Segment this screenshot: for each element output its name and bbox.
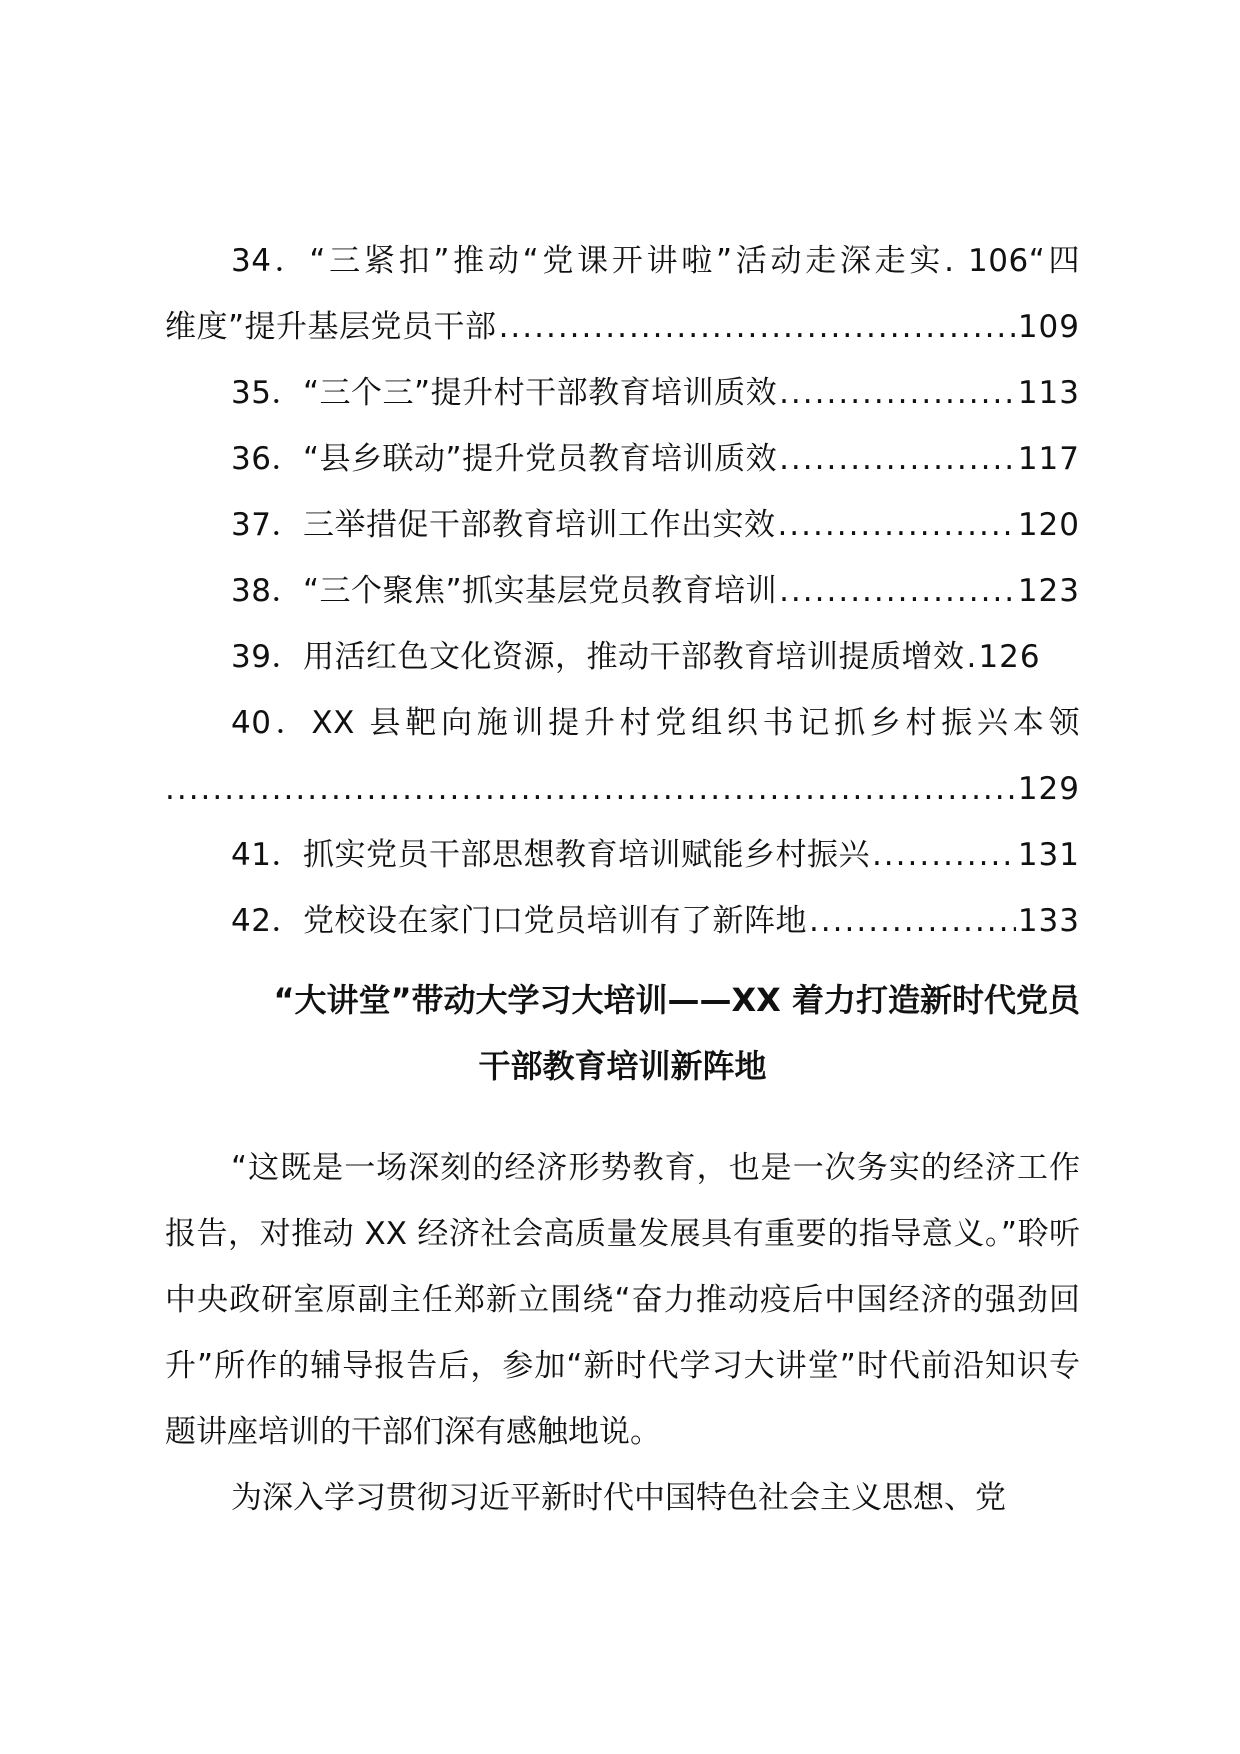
toc-page-number: 133 [1017,903,1080,939]
toc-entry-title: 维度”提升基层党员干部 [165,309,497,345]
toc-page-number: 109 [1017,309,1080,345]
toc-page-number: 117 [1017,441,1080,477]
toc-entry-title: 42．党校设在家门口党员培训有了新阵地 [231,903,807,939]
toc-entry-34[interactable] [165,228,1080,294]
toc-entry-title: 37．三举措促干部教育培训工作出实效 [231,507,776,543]
toc-entry-title: 41．抓实党员干部思想教育培训赋能乡村振兴 [231,837,870,873]
table-of-contents [165,228,1080,954]
toc-page-number: 123 [1017,573,1080,609]
toc-leader-dots [872,822,1016,888]
toc-leader-dots [966,624,976,690]
toc-entry-36[interactable] [165,426,1080,492]
article-paragraph: “这既是一场深刻的经济形势教育，也是一次务实的经济工作报告，对推动 XX 经济社会高质量发展具有重要的指导意义。”聆听中央政研室原副主任郑新立围绕“奋力推动疫后中国经济的强劲回升”所作的辅导报告后，参加“新时代学习大讲堂”时代前沿知识专题讲座培训的干部们深有感触地说。 [165,1150,1080,1450]
toc-entry-35[interactable] [165,360,1080,426]
toc-entry-38[interactable] [165,558,1080,624]
article-paragraph: 为深入学习贯彻习近平新时代中国特色社会主义思想、党 [231,1480,1006,1516]
toc-entry-34-continuation[interactable] [165,294,1080,360]
toc-leader-dots [779,426,1016,492]
toc-leader-dots [779,360,1016,426]
toc-leader-dots [165,756,1016,822]
toc-entry-title: 38．“三个聚焦”抓实基层党员教育培训 [231,573,778,609]
toc-entry-40-continuation[interactable] [165,756,1080,822]
toc-leader-dots [499,294,1016,360]
article-title-line-2: 干部教育培训新阵地 [478,1047,767,1085]
toc-entry-37[interactable] [165,492,1080,558]
article-title [165,967,1080,1099]
toc-leader-dots [779,558,1016,624]
toc-entry-title: 34．“三紧扣”推动“党课开讲啦”活动走深走实. 106“四 [231,243,1080,279]
toc-entry-42[interactable] [165,888,1080,954]
toc-entry-title: 39．用活红色文化资源，推动干部教育培训提质增效 [231,639,965,675]
toc-leader-dots [777,492,1015,558]
toc-page-number: 126 [978,639,1041,675]
toc-entry-39[interactable] [165,624,1080,690]
article-title-line-1: “大讲堂”带动大学习大培训——XX 着力打造新时代党员 [273,981,1080,1019]
toc-entry-41[interactable] [165,822,1080,888]
toc-page-number: 120 [1017,507,1080,543]
toc-page-number: 113 [1017,375,1080,411]
toc-entry-title: 35．“三个三”提升村干部教育培训质效 [231,375,778,411]
toc-entry-title: 36．“县乡联动”提升党员教育培训质效 [231,441,778,477]
article-body [165,1135,1080,1531]
toc-entry-40[interactable] [165,690,1080,756]
toc-leader-dots [809,888,1016,954]
toc-entry-title: 40．XX 县靶向施训提升村党组织书记抓乡村振兴本领 [231,705,1080,741]
toc-page-number: 131 [1017,837,1080,873]
toc-page-number: 129 [1017,771,1080,807]
